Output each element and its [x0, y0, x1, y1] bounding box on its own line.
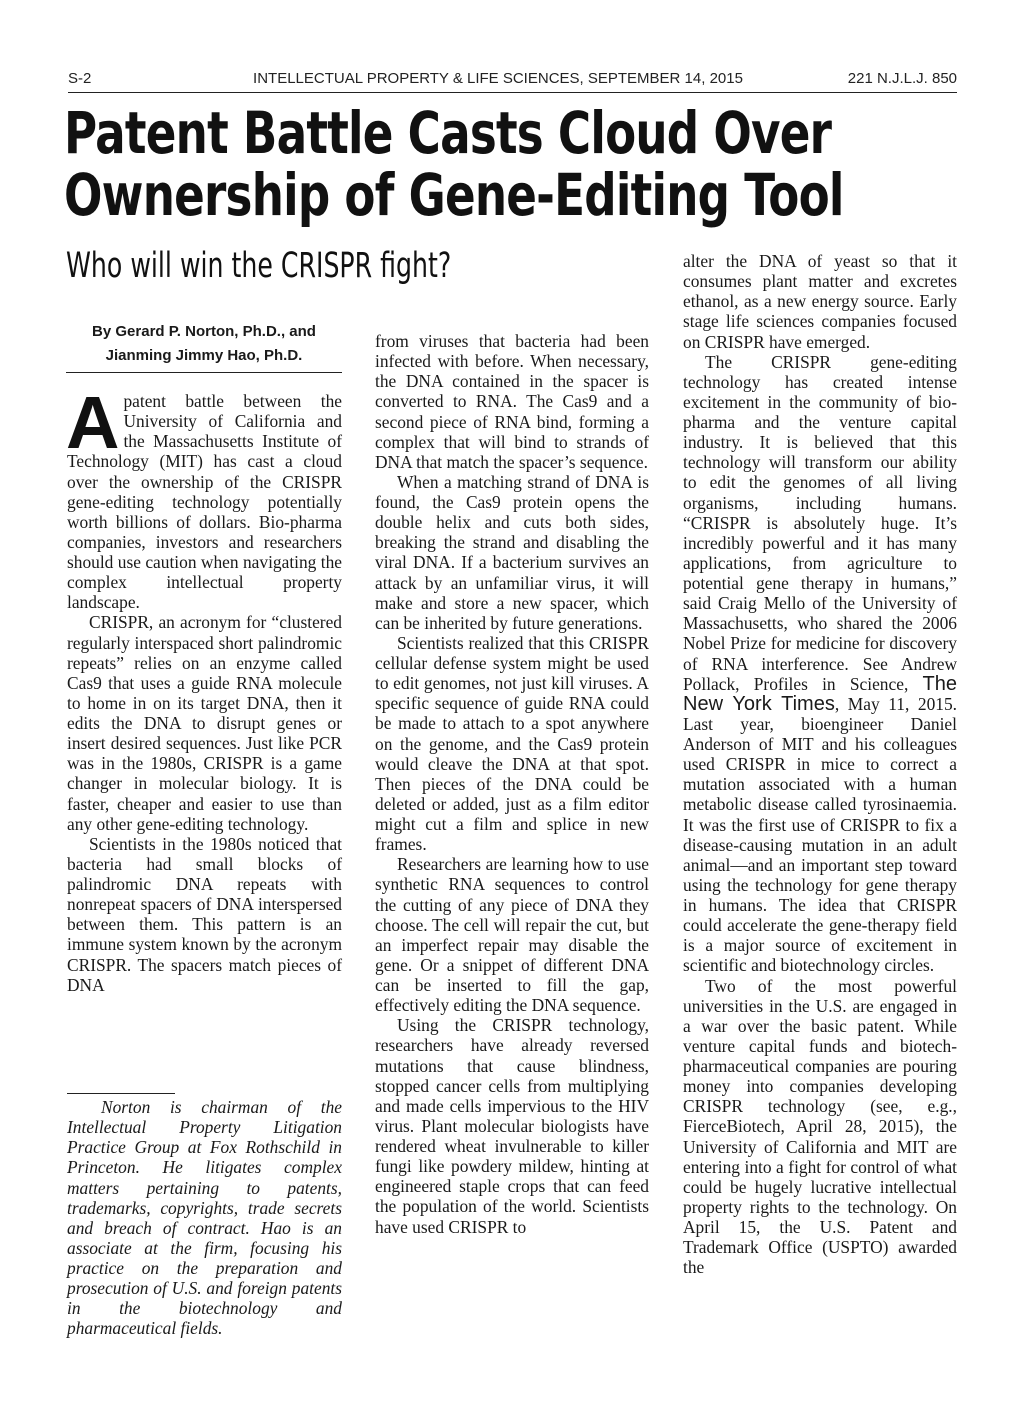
byline-divider [66, 372, 342, 373]
byline [66, 320, 342, 368]
article-column-1 [66, 381, 342, 995]
paragraph: The CRISPR gene-editing technology has created intense excitement in the community of bio-pharma and the venture capital industry. It is believed that this technology will transform our ability to edit the genomes of all living organisms, including humans. “CRISPR is absolutely huge. It’s incredibly powerful and it has many applications, from agriculture to potential gene therapy in humans,” said Craig Mello of the University of Massachusetts, who shared the 2006 Nobel Prize for medicine for discovery of RNA interference. See Andrew Pollack, Profiles in Science, The New York Times, May 11, 2015. Last year, bioengineer Daniel Anderson of MIT and his colleagues used CRISPR in mice to correct a mutation associated with a human metabolic disease called tyrosinaemia. It was the first use of CRISPR to fix a disease-causing mutation in an adult animal—and an important step toward using the technology for gene therapy in humans. The idea that CRISPR could accelerate the gene-therapy field is a major source of excitement in scientific and biotechnology circles. [683, 351, 957, 976]
paragraph: A patent battle between the University of California and the Massachusetts Institute of Technology (MIT) has cast a cloud over the ownership of the CRISPR gene-editing technology potentially worth billions of dollars. Bio-pharma companies, investors and researchers should use caution when navigating the complex intellectual property landscape. [66, 381, 342, 613]
paragraph: CRISPR, an acronym for “clustered regularly interspaced short palindromic repeats” relies on an enzyme called Cas9 that uses a guide RNA molecule to home in on its target DNA, then it edits the DNA to disrupt genes or insert desired sequences. Just like PCR was in the 1980s, CRISPR is a game changer in molecular biology. It is faster, cheaper and easier to use than any other gene-editing technology. [67, 612, 342, 834]
page-number: S-2 [68, 70, 92, 87]
paragraph: Scientists in the 1980s noticed that bacteria had small blocks of palindromic DNA repeats with nonrepeat spacers of DNA interspersed between them. This pattern is an immune system known by the acronym CRISPR. The spacers match pieces of DNA [67, 833, 342, 995]
paragraph: When a matching strand of DNA is found, the Cas9 protein opens the double helix and cuts both sides, breaking the strand and disabling the viral DNA. If a bacterium survives an attack by an unfamiliar virus, it will make and store a new spacer, which can be inherited by future generations. [375, 471, 649, 633]
footnote-divider [67, 1093, 175, 1094]
citation: 221 N.J.L.J. 850 [847, 70, 957, 87]
running-header [68, 66, 957, 93]
paragraph: from viruses that bacteria had been infected with before. When necessary, the DNA contained in the spacer is converted to RNA. The Cas9 and a second piece of RNA bind, forming a complex that will bind to strands of DNA that match the spacer’s sequence. [375, 331, 649, 472]
article-column-2 [375, 331, 649, 1237]
author-note: Norton is chairman of the Intellectual Property Litigation Practice Group at Fox Rothschild in Princeton. He litigates complex matters pertaining to patents, trademarks, copyrights, trade secrets and breach of contract. Hao is an associate at the firm, focusing his practice on the preparation and prosecution of U.S. and foreign patents in the biotechnology and pharmaceutical fields. [67, 1097, 342, 1339]
byline-line-2: Jianming Jimmy Hao, Ph.D. [105, 347, 303, 364]
paragraph: alter the DNA of yeast so that it consumes plant matter and excretes ethanol, as a new energy source. Early stage life sciences companies focused on CRISPR have emerged. [683, 251, 957, 352]
paragraph: Scientists realized that this CRISPR cellular defense system might be used to edit genomes, not just kill viruses. A specific sequence of guide RNA could be made to attach to a spot anywhere on the genome, and the Cas9 protein would cleave the DNA at that spot. Then pieces of the DNA could be deleted or added, just as a film editor might cut a film and splice in new frames. [375, 632, 649, 855]
publication-line: INTELLECTUAL PROPERTY & LIFE SCIENCES, SEPTEMBER 14, 2015 [253, 70, 743, 87]
headline [64, 99, 844, 229]
article-column-3 [683, 251, 957, 1277]
headline-line-1: Patent Battle Casts Cloud Over [64, 99, 832, 167]
subheadline: Who will win the CRISPR fight? [66, 246, 452, 286]
paragraph: Using the CRISPR technology, researchers have already reversed mutations that cause blindness, stopped cancer cells from multiplying and made cells impervious to the HIV virus. Plant molecular biologists have rendered wheat invulnerable to killer fungi like powdery mildew, hinting at engineered staple crops that can feed the population of the world. Scientists have used CRISPR to [375, 1015, 649, 1237]
byline-line-1: By Gerard P. Norton, Ph.D., and [92, 323, 316, 340]
drop-cap: A [66, 381, 120, 464]
source-title: The New York Times [683, 672, 957, 715]
paragraph: Two of the most powerful universities in the U.S. are engaged in a war over the basic patent. While venture capital funds and biotech-pharmaceutical companies are pouring money into companies developing CRISPR technology (see, e.g., FierceBiotech, April 28, 2015), the University of California and MIT are entering into a fight for control of what could be hugely lucrative intellectual property rights to the technology. On April 15, the U.S. Patent and Trademark Office (USPTO) awarded the [683, 975, 957, 1278]
paragraph: Researchers are learning how to use synthetic RNA sequences to control the cutting of any piece of DNA they choose. The cell will repair the cut, but an imperfect repair may disable the gene. Or a snippet of different DNA can be inserted to fill the gap, effectively editing the DNA sequence. [375, 854, 649, 1016]
headline-line-2: Ownership of Gene-Editing Tool [64, 161, 844, 229]
